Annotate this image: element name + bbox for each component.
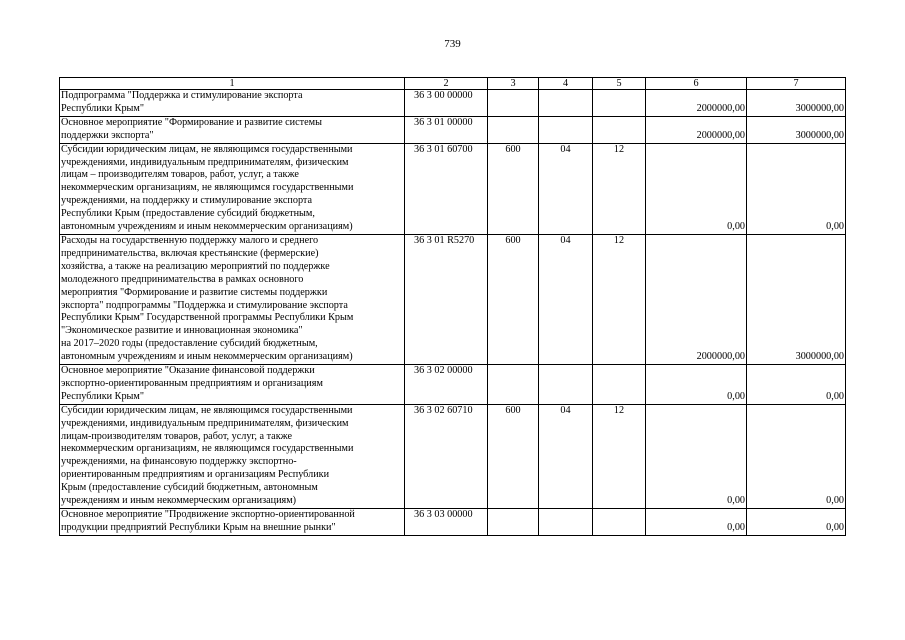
table-row bbox=[60, 365, 846, 405]
row-name-cell: Подпрограмма "Поддержка и стимулирование экспорта Республики Крым" bbox=[60, 90, 405, 117]
header-cell-6: 6 bbox=[646, 78, 747, 90]
row-pr-cell bbox=[593, 509, 646, 536]
row-name-cell: Субсидии юридическим лицам, не являющимся государственными учреждениями, индивидуальным предпринимателям, физическим лицам-производителям товаров, работ, услуг, а также некоммерческим организациям, не являющимся государственными учреждениями, на финансовую поддержку экспортно- ориентированным предприятиям и организациям Республики Крым (предоставление субсидий бюджетным, автономным учреждениям и иным некоммерческим организациям) bbox=[60, 404, 405, 508]
row-code-cell: 36 3 01 00000 bbox=[405, 116, 488, 143]
row-sum2-cell: 0,00 bbox=[747, 143, 846, 234]
row-sum2-cell: 3000000,00 bbox=[747, 234, 846, 364]
row-sum1-cell: 0,00 bbox=[646, 509, 747, 536]
row-sum2-cell: 0,00 bbox=[747, 509, 846, 536]
row-vr-cell bbox=[488, 365, 539, 405]
budget-table bbox=[59, 77, 846, 536]
page-number: 739 bbox=[444, 38, 461, 50]
row-pr-cell bbox=[593, 90, 646, 117]
row-code-cell: 36 3 01 R5270 bbox=[405, 234, 488, 364]
row-vr-cell: 600 bbox=[488, 234, 539, 364]
row-code-cell: 36 3 01 60700 bbox=[405, 143, 488, 234]
row-sum1-cell: 0,00 bbox=[646, 404, 747, 508]
row-rz-cell: 04 bbox=[539, 143, 593, 234]
table-row bbox=[60, 404, 846, 508]
row-name-cell: Основное мероприятие "Формирование и развитие системы поддержки экспорта" bbox=[60, 116, 405, 143]
row-vr-cell bbox=[488, 90, 539, 117]
header-cell-7: 7 bbox=[747, 78, 846, 90]
row-rz-cell: 04 bbox=[539, 234, 593, 364]
header-cell-1: 1 bbox=[60, 78, 405, 90]
row-code-cell: 36 3 00 00000 bbox=[405, 90, 488, 117]
table-row bbox=[60, 509, 846, 536]
row-vr-cell bbox=[488, 509, 539, 536]
row-pr-cell bbox=[593, 365, 646, 405]
row-sum2-cell: 3000000,00 bbox=[747, 116, 846, 143]
row-name-cell: Расходы на государственную поддержку малого и среднего предпринимательства, включая крестьянские (фермерские) хозяйства, а также на реализацию мероприятий по поддержке молодежного предпринимательства в рамках основного мероприятия "Формирование и развитие системы поддержки экспорта" подпрограммы "Поддержка и стимулирование экспорта Республики Крым" Государственной программы Республики Крым "Экономическое развитие и инновационная экономика" на 2017–2020 годы (предоставление субсидий бюджетным, автономным учреждениям и иным некоммерческим организациям) bbox=[60, 234, 405, 364]
row-vr-cell bbox=[488, 116, 539, 143]
row-rz-cell bbox=[539, 509, 593, 536]
row-name-cell: Субсидии юридическим лицам, не являющимся государственными учреждениями, индивидуальным предпринимателям, физическим лицам – производителям товаров, работ, услуг, а также некоммерческим организациям, не являющимся государственными учреждениями, на поддержку и стимулирование экспорта Республики Крым (предоставление субсидий бюджетным, автономным учреждениям и иным некоммерческим организациям) bbox=[60, 143, 405, 234]
row-rz-cell: 04 bbox=[539, 404, 593, 508]
row-sum1-cell: 0,00 bbox=[646, 143, 747, 234]
table-row bbox=[60, 116, 846, 143]
header-cell-2: 2 bbox=[405, 78, 488, 90]
row-sum1-cell: 0,00 bbox=[646, 365, 747, 405]
table-row bbox=[60, 90, 846, 117]
row-name-cell: Основное мероприятие "Продвижение экспортно-ориентированной продукции предприятий Республики Крым на внешние рынки" bbox=[60, 509, 405, 536]
row-code-cell: 36 3 02 00000 bbox=[405, 365, 488, 405]
row-vr-cell: 600 bbox=[488, 404, 539, 508]
row-sum1-cell: 2000000,00 bbox=[646, 116, 747, 143]
row-pr-cell: 12 bbox=[593, 234, 646, 364]
row-pr-cell: 12 bbox=[593, 143, 646, 234]
table-row bbox=[60, 143, 846, 234]
row-rz-cell bbox=[539, 116, 593, 143]
row-rz-cell bbox=[539, 365, 593, 405]
row-rz-cell bbox=[539, 90, 593, 117]
header-cell-3: 3 bbox=[488, 78, 539, 90]
row-code-cell: 36 3 02 60710 bbox=[405, 404, 488, 508]
row-sum1-cell: 2000000,00 bbox=[646, 234, 747, 364]
header-row bbox=[60, 78, 846, 90]
row-vr-cell: 600 bbox=[488, 143, 539, 234]
row-sum1-cell: 2000000,00 bbox=[646, 90, 747, 117]
row-sum2-cell: 0,00 bbox=[747, 404, 846, 508]
header-cell-4: 4 bbox=[539, 78, 593, 90]
header-cell-5: 5 bbox=[593, 78, 646, 90]
table-row bbox=[60, 234, 846, 364]
row-sum2-cell: 0,00 bbox=[747, 365, 846, 405]
row-pr-cell: 12 bbox=[593, 404, 646, 508]
row-code-cell: 36 3 03 00000 bbox=[405, 509, 488, 536]
row-pr-cell bbox=[593, 116, 646, 143]
row-name-cell: Основное мероприятие "Оказание финансовой поддержки экспортно-ориентированным предприятиям и организациям Республики Крым" bbox=[60, 365, 405, 405]
row-sum2-cell: 3000000,00 bbox=[747, 90, 846, 117]
